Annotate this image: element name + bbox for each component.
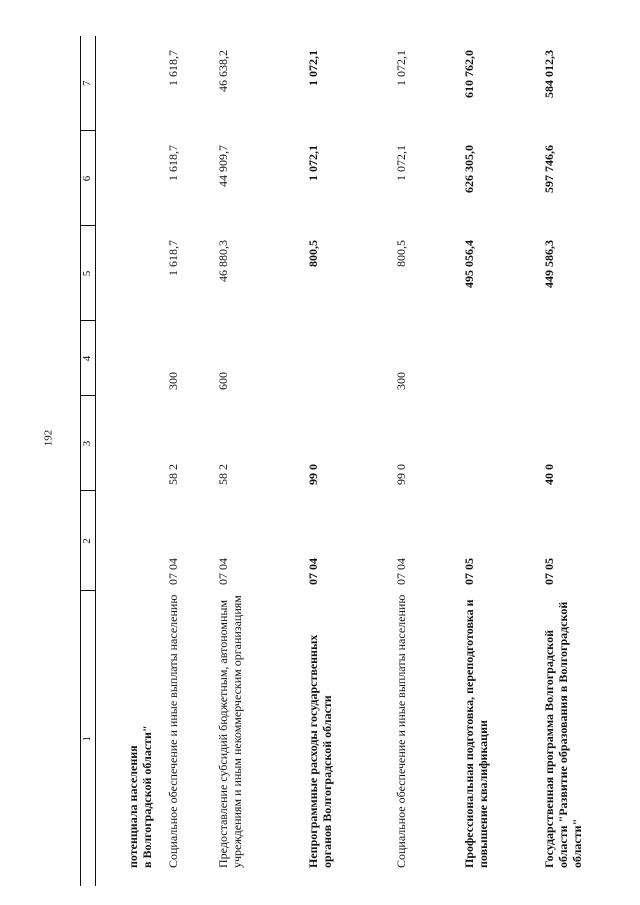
row-section-code: 07 04 [305, 558, 320, 585]
table-row [216, 36, 306, 886]
row-expense-type [306, 321, 394, 396]
row-expense-type [96, 321, 166, 396]
row-amount-col7: 584 012,3 [541, 50, 556, 98]
row-amount-col7 [96, 36, 166, 131]
row-name: Предоставление субсидий бюджетным, автономным учреждениям и иным некоммерческим организациям [215, 595, 244, 868]
row-amount-col7: 1 072,1 [305, 50, 320, 86]
row-section-code: 07 04 [393, 558, 408, 585]
row-program-code [462, 396, 542, 491]
row-amount-col6: 626 305,0 [461, 145, 476, 193]
row-name: Социальное обеспечение и иные выплаты населению [393, 594, 408, 868]
row-section-code: 07 04 [215, 558, 230, 585]
row-amount-col5: 495 056,4 [461, 240, 476, 288]
row-amount-col5: 1 618,7 [165, 240, 180, 276]
row-name: Государственная программа Волгоградской области "Развитие образования в Волгоградской области" [541, 601, 585, 868]
row-name: Социальное обеспечение и иные выплаты населению [165, 594, 180, 868]
row-amount-col5: 449 586,3 [541, 240, 556, 288]
header-cell: 5 [81, 226, 96, 321]
table-row [394, 36, 462, 886]
row-expense-type: 300 [393, 372, 408, 390]
row-amount-col6: 44 909,7 [215, 145, 230, 187]
budget-table [80, 36, 632, 886]
header-cell: 2 [81, 491, 96, 591]
table-row [542, 36, 632, 886]
row-program-code [96, 396, 166, 491]
row-program-code: 40 0 [541, 464, 556, 485]
row-section-code [96, 491, 166, 591]
row-amount-col6 [96, 131, 166, 226]
table-row [96, 36, 166, 886]
table-row [166, 36, 216, 886]
row-amount-col5 [96, 226, 166, 321]
header-cell: 7 [81, 36, 96, 131]
row-amount-col5: 800,5 [393, 240, 408, 267]
budget-table-rotated [80, 36, 600, 886]
row-amount-col7: 1 618,7 [165, 50, 180, 86]
row-amount-col6: 1 072,1 [393, 145, 408, 181]
row-amount-col7: 1 072,1 [393, 50, 408, 86]
row-program-code: 58 2 [215, 464, 230, 485]
header-cell: 6 [81, 131, 96, 226]
header-cell: 1 [81, 591, 96, 886]
row-section-code: 07 05 [461, 558, 476, 585]
row-expense-type: 600 [215, 372, 230, 390]
row-name: Профессиональная подготовка, переподготовка и повышение квалификации [461, 599, 490, 868]
row-amount-col5: 800,5 [305, 240, 320, 267]
row-amount-col6: 1 618,7 [165, 145, 180, 181]
header-row [81, 36, 96, 886]
row-expense-type [542, 321, 632, 396]
row-amount-col5: 46 880,3 [215, 240, 230, 282]
row-amount-col6: 597 746,6 [541, 145, 556, 193]
table-row [462, 36, 542, 886]
row-amount-col6: 1 072,1 [305, 145, 320, 181]
row-section-code: 07 05 [541, 558, 556, 585]
page-number: 192 [42, 429, 55, 447]
row-expense-type [462, 321, 542, 396]
header-cell: 4 [81, 321, 96, 396]
row-name: Непрограммные расходы государственных органов Волгоградской области [305, 634, 334, 868]
header-cell: 3 [81, 396, 96, 491]
row-amount-col7: 46 638,2 [215, 50, 230, 92]
table-row [306, 36, 394, 886]
row-name: потенциала населения в Волгоградской области" [126, 725, 155, 868]
row-amount-col7: 610 762,0 [461, 50, 476, 98]
row-program-code: 99 0 [305, 464, 320, 485]
row-section-code: 07 04 [165, 558, 180, 585]
row-program-code: 99 0 [393, 464, 408, 485]
row-expense-type: 300 [165, 372, 180, 390]
row-program-code: 58 2 [165, 464, 180, 485]
